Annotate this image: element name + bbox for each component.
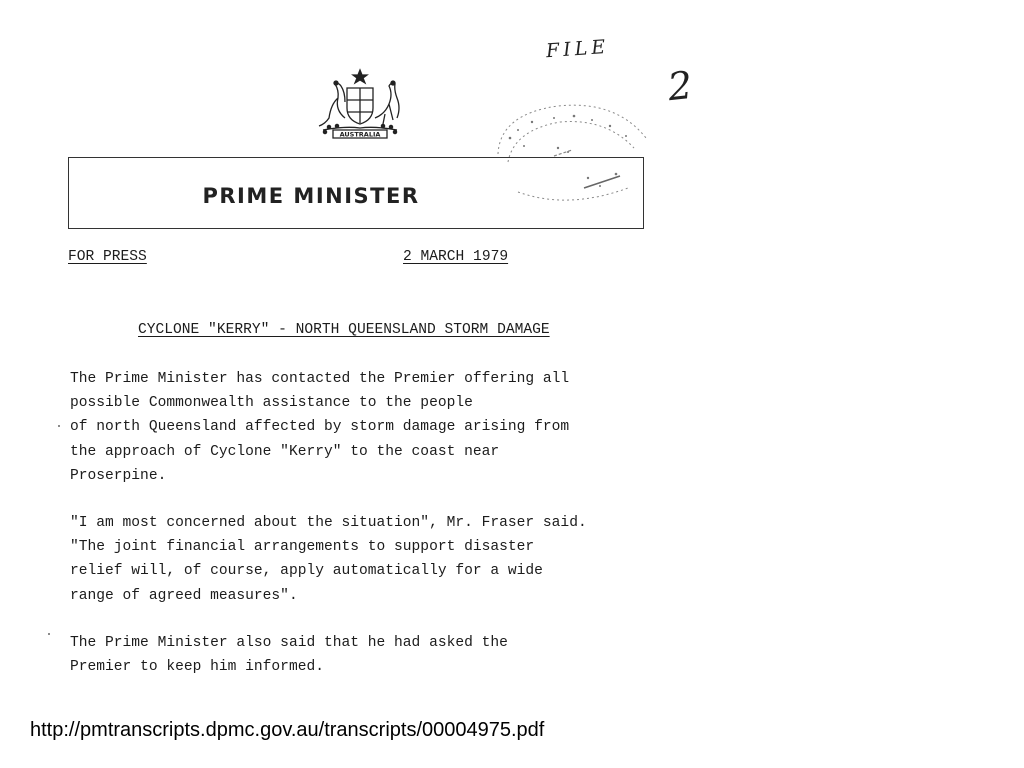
release-date: 2 MARCH 1979 [403,249,509,265]
handwritten-file-note: FILE [545,35,610,63]
paragraph-line: "The joint financial arrangements to support disaster [70,539,535,556]
scan-speck [58,425,60,427]
paragraph-line: The Prime Minister also said that he had asked the [70,635,508,651]
handwritten-page-number: 2 [665,62,695,110]
paragraph-line: Proserpine. [70,467,167,484]
crest-banner-text: AUSTRALIA [339,130,381,139]
paragraph-line: the approach of Cyclone "Kerry" to the coast near [70,443,500,460]
coat-of-arms-icon [305,68,415,140]
paragraph-line: range of agreed measures". [70,587,298,604]
scan-speck [48,633,50,635]
paragraph-line: possible Commonwealth assistance to the people [70,395,473,412]
header-title: PRIME MINISTER [202,184,420,208]
paragraph-3 [70,631,508,679]
paragraph-2 [70,511,587,608]
paragraph-line: "I am most concerned about the situation", Mr. Fraser said. [70,515,587,531]
paragraph-line: Premier to keep him informed. [70,659,324,676]
paragraph-line: The Prime Minister has contacted the Premier offering all [70,371,570,387]
document-heading: CYCLONE "KERRY" - NORTH QUEENSLAND STORM DAMAGE [138,322,550,338]
for-press-label: FOR PRESS [68,249,147,265]
paragraph-1 [70,367,569,488]
prime-minister-header-box [68,157,644,229]
source-url-link[interactable]: http://pmtranscripts.dpmc.gov.au/transcripts/00004975.pdf [30,719,545,741]
paragraph-line: of north Queensland affected by storm damage arising from [70,419,570,436]
paragraph-line: relief will, of course, apply automatically for a wide [70,563,543,580]
